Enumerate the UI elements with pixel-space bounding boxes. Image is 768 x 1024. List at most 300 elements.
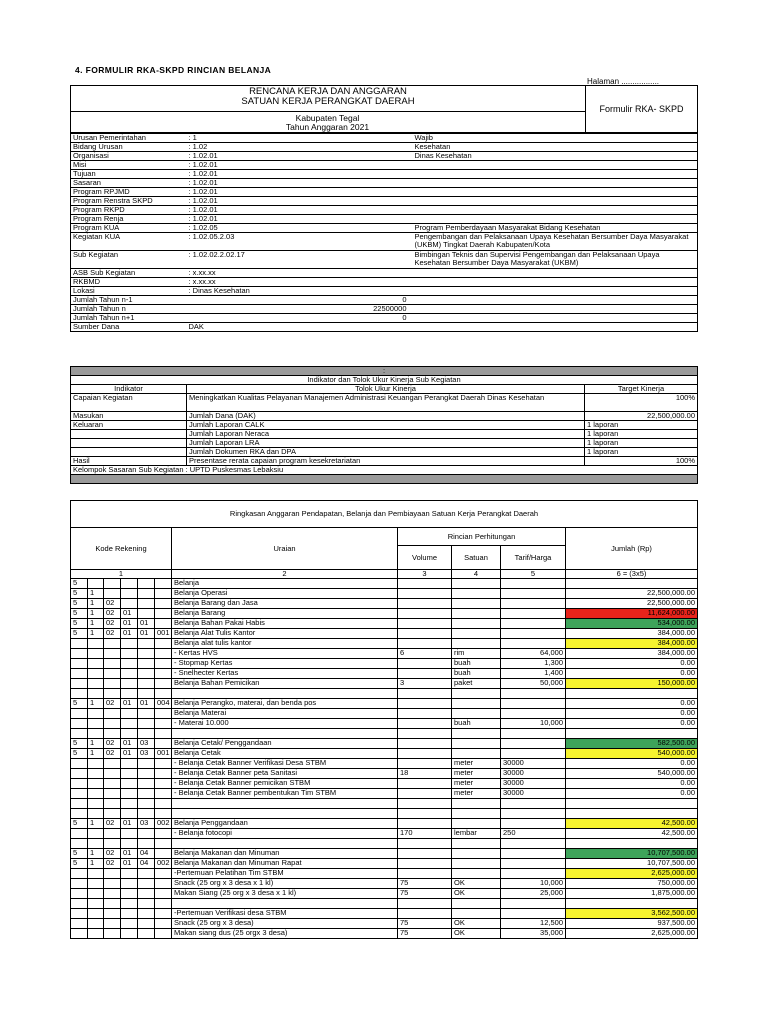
kode-segment (121, 829, 138, 839)
kode-segment (121, 669, 138, 679)
kode-segment: 001 (155, 629, 172, 639)
info-row (71, 233, 698, 251)
kode-segment: 1 (88, 629, 104, 639)
tarif-cell (501, 859, 566, 869)
jumlah-cell: 540,000.00 (566, 769, 698, 779)
info-label: Program KUA (71, 224, 187, 233)
kode-segment (71, 779, 88, 789)
uraian-cell: Belanja alat tulis kantor (172, 639, 398, 649)
indicator-measure: Jumlah Laporan Neraca (187, 430, 585, 439)
kode-segment: 5 (71, 819, 88, 829)
kode-segment (88, 579, 104, 589)
info-code: : 1.02 (187, 143, 413, 152)
kode-segment (104, 899, 121, 909)
info-row (71, 188, 698, 197)
satuan-cell (452, 809, 501, 819)
kode-segment (138, 589, 155, 599)
jumlah-cell: 150,000.00 (566, 679, 698, 689)
kode-segment (71, 919, 88, 929)
kode-segment: 02 (104, 859, 121, 869)
indicator-title-row (71, 376, 698, 385)
kode-segment: 01 (138, 699, 155, 709)
kode-segment (155, 669, 172, 679)
kode-segment: 5 (71, 609, 88, 619)
kode-segment (88, 789, 104, 799)
kode-segment (71, 669, 88, 679)
budget-row (71, 759, 698, 769)
kode-segment (88, 649, 104, 659)
volume-cell: 75 (398, 919, 452, 929)
kode-segment (104, 889, 121, 899)
kode-segment (138, 719, 155, 729)
kode-segment (71, 659, 88, 669)
kode-segment (138, 579, 155, 589)
kode-segment (155, 769, 172, 779)
kode-segment: 5 (71, 589, 88, 599)
indicator-measure: Jumlah Dokumen RKA dan DPA (187, 448, 585, 457)
info-label: Program RKPD (71, 206, 187, 215)
satuan-cell: rim (452, 649, 501, 659)
amount-spacer (413, 314, 698, 323)
kode-segment (104, 669, 121, 679)
indicator-row (71, 412, 698, 421)
kode-segment (121, 709, 138, 719)
kode-segment (104, 719, 121, 729)
gray-separator-2 (71, 475, 698, 484)
kode-segment (138, 669, 155, 679)
info-row (71, 143, 698, 152)
indicator-header-row (71, 385, 698, 394)
kode-segment (121, 889, 138, 899)
kode-segment: 1 (88, 819, 104, 829)
kode-segment (104, 789, 121, 799)
satuan-cell: meter (452, 779, 501, 789)
info-row (71, 179, 698, 188)
info-row (71, 161, 698, 170)
jumlah-cell: 0.00 (566, 699, 698, 709)
kode-segment: 002 (155, 819, 172, 829)
uraian-cell (172, 839, 398, 849)
info-code: : 1.02.01 (187, 161, 413, 170)
form-code: Formulir RKA- SKPD (599, 104, 684, 114)
kode-segment (121, 879, 138, 889)
kode-segment: 01 (121, 859, 138, 869)
uraian-cell: Belanja Makanan dan Minuman (172, 849, 398, 859)
info-row (71, 278, 698, 287)
satuan-cell (452, 709, 501, 719)
kode-segment (88, 679, 104, 689)
info-label: Lokasi (71, 287, 187, 296)
satuan-cell: meter (452, 789, 501, 799)
volume-cell (398, 749, 452, 759)
kode-segment (104, 829, 121, 839)
kode-segment (155, 789, 172, 799)
jumlah-cell: 0.00 (566, 779, 698, 789)
volume-cell (398, 839, 452, 849)
indicator-header: Tolok Ukur Kinerja (187, 385, 585, 394)
kode-segment (155, 759, 172, 769)
jumlah-cell: 384,000.00 (566, 639, 698, 649)
satuan-cell (452, 729, 501, 739)
tarif-cell: 64,000 (501, 649, 566, 659)
tarif-cell: 1,400 (501, 669, 566, 679)
volume-cell (398, 629, 452, 639)
indicator-title: Indikator dan Tolok Ukur Kinerja Sub Kegiatan (71, 376, 698, 385)
info-label: Urusan Pemerintahan (71, 134, 187, 143)
col-number: 5 (501, 570, 566, 579)
uraian-cell (172, 799, 398, 809)
kode-segment (121, 759, 138, 769)
tarif-cell (501, 689, 566, 699)
jumlah-cell: 384,000.00 (566, 629, 698, 639)
indicator-name (71, 448, 187, 457)
kode-segment (88, 839, 104, 849)
uraian-cell: Belanja Materai (172, 709, 398, 719)
info-row (71, 251, 698, 269)
kode-segment: 5 (71, 599, 88, 609)
info-desc (413, 215, 698, 224)
col-number: 4 (452, 570, 501, 579)
kode-segment (138, 659, 155, 669)
title-line-1: RENCANA KERJA DAN ANGGARAN (249, 86, 407, 97)
info-label: Sasaran (71, 179, 187, 188)
tarif-cell: 12,500 (501, 919, 566, 929)
jumlah-cell (566, 839, 698, 849)
form-title: 4. FORMULIR RKA-SKPD RINCIAN BELANJA (75, 65, 272, 75)
kode-segment (121, 929, 138, 939)
uraian-cell: Makan Siang (25 org x 3 desa x 1 kl) (172, 889, 398, 899)
kode-segment (155, 839, 172, 849)
tarif-cell (501, 899, 566, 909)
kode-segment (138, 679, 155, 689)
tarif-cell (501, 869, 566, 879)
kode-segment (155, 879, 172, 889)
tarif-cell (501, 839, 566, 849)
jumlah-cell: 10,707,500.00 (566, 849, 698, 859)
info-label: RKBMD (71, 278, 187, 287)
kode-segment (88, 669, 104, 679)
tarif-cell (501, 909, 566, 919)
satuan-cell (452, 859, 501, 869)
kode-segment (104, 879, 121, 889)
kode-segment (121, 679, 138, 689)
uraian-cell: Snack (25 org x 3 desa x 1 kl) (172, 879, 398, 889)
indicator-measure: Meningkatkan Kualitas Pelayanan Manajemen Administrasi Keuangan Perangkat Daerah Dinas Kesehatan (187, 394, 585, 412)
kode-segment: 5 (71, 849, 88, 859)
kode-segment (155, 869, 172, 879)
kode-segment (104, 919, 121, 929)
indicator-row (71, 430, 698, 439)
kode-segment: 5 (71, 749, 88, 759)
uraian-cell: - Stopmap Kertas (172, 659, 398, 669)
volume-cell (398, 669, 452, 679)
district: Kabupaten Tegal (295, 113, 360, 123)
kode-segment (121, 599, 138, 609)
kode-segment (88, 689, 104, 699)
kode-segment (155, 899, 172, 909)
kode-segment (138, 599, 155, 609)
kode-segment (138, 829, 155, 839)
budget-row (71, 879, 698, 889)
indicator-row (71, 457, 698, 466)
kode-segment (104, 729, 121, 739)
info-code: : 1.02.05 (187, 224, 413, 233)
kode-segment (104, 909, 121, 919)
jumlah-cell: 2,625,000.00 (566, 869, 698, 879)
col-number: 2 (172, 570, 398, 579)
satuan-cell (452, 639, 501, 649)
kode-segment (71, 729, 88, 739)
uraian-cell: Belanja Penggandaan (172, 819, 398, 829)
volume-cell: 75 (398, 889, 452, 899)
uraian-cell: Snack (25 org x 3 desa) (172, 919, 398, 929)
info-code: : 1.02.01 (187, 188, 413, 197)
volume-cell (398, 759, 452, 769)
kode-segment (138, 729, 155, 739)
info-code: : x.xx.xx (187, 278, 413, 287)
satuan-cell (452, 749, 501, 759)
volume-cell (398, 859, 452, 869)
amount-value: 0 (187, 296, 413, 305)
jumlah-cell: 1,875,000.00 (566, 889, 698, 899)
kode-segment (88, 719, 104, 729)
kode-segment (71, 879, 88, 889)
kode-segment (88, 709, 104, 719)
info-row (71, 224, 698, 233)
budget-row (71, 639, 698, 649)
info-label: Kegiatan KUA (71, 233, 187, 251)
region-year-box (70, 111, 585, 133)
kode-segment (155, 689, 172, 699)
indicator-table (70, 366, 698, 484)
uraian-cell: - Belanja Cetak Banner pembentukan Tim STBM (172, 789, 398, 799)
kode-segment: 1 (88, 739, 104, 749)
kode-segment: 004 (155, 699, 172, 709)
tarif-cell (501, 579, 566, 589)
kode-segment (155, 639, 172, 649)
info-desc: Pengembangan dan Pelaksanaan Upaya Kesehatan Bersumber Daya Masyarakat (UKBM) Tingkat Daerah Kabupaten/Kota (413, 233, 698, 251)
budget-row (71, 669, 698, 679)
kode-segment (121, 689, 138, 699)
kode-segment: 03 (138, 739, 155, 749)
jumlah-cell: 0.00 (566, 719, 698, 729)
funding-value: DAK (187, 323, 413, 332)
indicator-header: Indikator (71, 385, 187, 394)
kode-segment: 01 (121, 749, 138, 759)
jumlah-cell: 22,500,000.00 (566, 589, 698, 599)
kode-segment (121, 589, 138, 599)
kode-segment (104, 689, 121, 699)
kode-segment (121, 639, 138, 649)
indicator-target: 1 laporan (585, 448, 698, 457)
satuan-cell: buah (452, 669, 501, 679)
volume-cell: 75 (398, 879, 452, 889)
kode-segment (104, 579, 121, 589)
target-group-row (71, 466, 698, 475)
kode-segment (88, 659, 104, 669)
jumlah-cell: 3,562,500.00 (566, 909, 698, 919)
kode-segment (138, 879, 155, 889)
budget-row (71, 839, 698, 849)
kode-segment (138, 899, 155, 909)
info-desc (413, 206, 698, 215)
indicator-measure: Jumlah Laporan CALK (187, 421, 585, 430)
kode-segment (121, 789, 138, 799)
volume-cell: 6 (398, 649, 452, 659)
kode-segment (121, 869, 138, 879)
satuan-cell: meter (452, 759, 501, 769)
info-code: : 1.02.01 (187, 179, 413, 188)
kode-segment (155, 609, 172, 619)
info-desc: Bimbingan Teknis dan Supervisi Pengembangan dan Pelaksanaan Upaya Kesehatan Bersumber Daya Masyarakat (UKBM) (413, 251, 698, 269)
kode-segment (71, 889, 88, 899)
uraian-cell: Belanja Alat Tulis Kantor (172, 629, 398, 639)
kode-segment (138, 779, 155, 789)
header-jumlah: Jumlah (Rp) (566, 528, 698, 570)
kode-segment: 02 (104, 599, 121, 609)
uraian-cell: Belanja Barang dan Jasa (172, 599, 398, 609)
uraian-cell: Belanja Cetak/ Penggandaan (172, 739, 398, 749)
indicator-header: Target Kinerja (585, 385, 698, 394)
volume-cell (398, 589, 452, 599)
jumlah-cell: 42,500.00 (566, 819, 698, 829)
kode-segment: 01 (121, 819, 138, 829)
col-number: 3 (398, 570, 452, 579)
tarif-cell (501, 819, 566, 829)
volume-cell (398, 729, 452, 739)
kode-segment (88, 919, 104, 929)
page-number-label: Halaman ................. (587, 77, 660, 86)
indicator-name (71, 439, 187, 448)
indicator-target: 100% (585, 457, 698, 466)
kode-segment (71, 869, 88, 879)
kode-segment (138, 809, 155, 819)
info-code: : 1.02.01 (187, 215, 413, 224)
volume-cell (398, 779, 452, 789)
uraian-cell (172, 729, 398, 739)
kode-segment: 1 (88, 749, 104, 759)
amount-spacer (413, 305, 698, 314)
kode-segment (121, 779, 138, 789)
kode-segment: 01 (121, 849, 138, 859)
info-desc (413, 278, 698, 287)
kode-segment (71, 679, 88, 689)
volume-cell (398, 719, 452, 729)
jumlah-cell (566, 689, 698, 699)
volume-cell (398, 899, 452, 909)
amount-value: 22500000 (187, 305, 413, 314)
kode-segment: 1 (88, 589, 104, 599)
volume-cell (398, 619, 452, 629)
budget-row (71, 819, 698, 829)
kode-segment (88, 909, 104, 919)
kode-segment (138, 709, 155, 719)
volume-cell: 3 (398, 679, 452, 689)
kode-segment: 1 (88, 859, 104, 869)
kode-segment (138, 789, 155, 799)
indicator-name (71, 430, 187, 439)
header-satuan: Satuan (452, 546, 501, 570)
kode-segment: 5 (71, 579, 88, 589)
tarif-cell: 50,000 (501, 679, 566, 689)
kode-segment (104, 869, 121, 879)
kode-segment (155, 849, 172, 859)
col-number: 6 = (3x5) (566, 570, 698, 579)
uraian-cell: - Belanja Cetak Banner peta Sanitasi (172, 769, 398, 779)
kode-segment (71, 689, 88, 699)
kode-segment (88, 829, 104, 839)
uraian-cell: Belanja Operasi (172, 589, 398, 599)
info-row (71, 134, 698, 143)
kode-segment (155, 889, 172, 899)
kode-segment: 02 (104, 849, 121, 859)
kode-segment (88, 729, 104, 739)
kode-segment (121, 839, 138, 849)
jumlah-cell (566, 729, 698, 739)
uraian-cell: Belanja Makanan dan Minuman Rapat (172, 859, 398, 869)
amount-row (71, 305, 698, 314)
jumlah-cell (566, 899, 698, 909)
volume-cell (398, 869, 452, 879)
uraian-cell: - Belanja Cetak Banner Verifikasi Desa STBM (172, 759, 398, 769)
tarif-cell: 35,000 (501, 929, 566, 939)
satuan-cell: buah (452, 659, 501, 669)
kode-segment: 01 (121, 739, 138, 749)
volume-cell (398, 689, 452, 699)
kode-segment: 002 (155, 859, 172, 869)
satuan-cell (452, 819, 501, 829)
budget-row (71, 629, 698, 639)
tarif-cell (501, 739, 566, 749)
kode-segment (88, 799, 104, 809)
kode-segment (138, 869, 155, 879)
title-line-2: SATUAN KERJA PERANGKAT DAERAH (241, 96, 415, 107)
tarif-cell: 10,000 (501, 719, 566, 729)
satuan-cell (452, 689, 501, 699)
kode-segment (138, 609, 155, 619)
satuan-cell (452, 849, 501, 859)
info-code: : Dinas Kesehatan (187, 287, 413, 296)
budget-row (71, 899, 698, 909)
volume-cell: 170 (398, 829, 452, 839)
info-code: : 1 (187, 134, 413, 143)
budget-row (71, 729, 698, 739)
kode-segment: 01 (121, 699, 138, 709)
satuan-cell (452, 739, 501, 749)
kode-segment (88, 779, 104, 789)
summary-title: Ringkasan Anggaran Pendapatan, Belanja dan Pembiayaan Satuan Kerja Perangkat Daerah (71, 501, 698, 528)
kode-segment (155, 829, 172, 839)
kode-segment (104, 659, 121, 669)
tarif-cell (501, 849, 566, 859)
volume-cell (398, 579, 452, 589)
satuan-cell (452, 589, 501, 599)
kode-segment (155, 659, 172, 669)
info-code: : 1.02.01 (187, 152, 413, 161)
info-label: Misi (71, 161, 187, 170)
indicator-row (71, 394, 698, 412)
kode-segment (88, 639, 104, 649)
kode-segment (71, 639, 88, 649)
budget-row (71, 599, 698, 609)
budget-row (71, 659, 698, 669)
kode-segment (138, 919, 155, 929)
uraian-cell: - Kertas HVS (172, 649, 398, 659)
budget-row (71, 799, 698, 809)
budget-row (71, 579, 698, 589)
uraian-cell: Belanja Bahan Pemicikan (172, 679, 398, 689)
volume-cell: 18 (398, 769, 452, 779)
